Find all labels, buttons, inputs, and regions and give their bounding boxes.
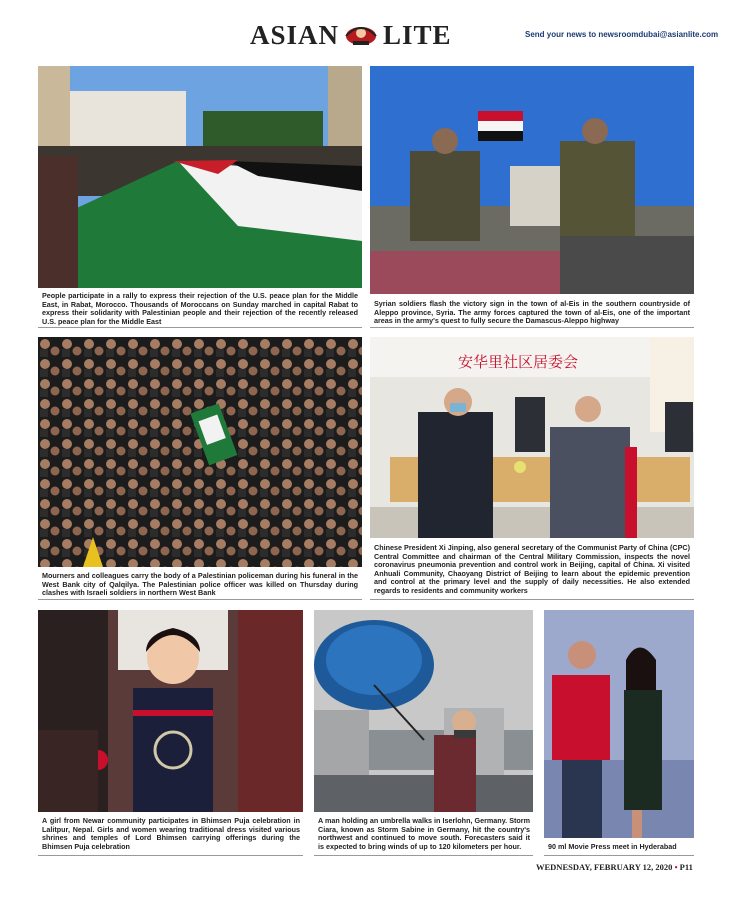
photo-funeral xyxy=(38,337,362,567)
divider xyxy=(370,599,694,600)
issue-date: WEDNESDAY, FEBRUARY 12, 2020 xyxy=(536,862,673,872)
caption-rabat-rally: People participate in a rally to express their rejection of the U.S. peace plan for the Middle East, in Rabat, Morocco. Thousands of Moroccans on Sunday marched in capital Rabat to express their solidarity with Palestinian people and their rejection of the recently released U.S. peace plan for the Middle East xyxy=(42,291,358,326)
lion-emblem-icon xyxy=(341,22,381,48)
caption-syrian-soldiers: Syrian soldiers flash the victory sign in the town of al-Eis in the southern countryside of Aleppo province, Syria. The army forces captured the town of al-Eis, one of the important areas in the army's quest to fully secure the Damascus-Aleppo highway xyxy=(374,299,690,326)
photo-xi-jinping xyxy=(370,337,694,538)
footer-separator: • xyxy=(674,862,678,872)
brand-right: LITE xyxy=(383,19,452,50)
divider xyxy=(38,327,362,328)
photo-newar-girl xyxy=(38,610,303,812)
photo-syrian-soldiers xyxy=(370,66,694,294)
caption-umbrella-man: A man holding an umbrella walks in Iserlohn, Germany. Storm Ciara, known as Storm Sabine in Germany, hit the country's northwest and continued to move south. Forecasters said it is expected to bring winds of up to 120 kilometers per hour. xyxy=(318,816,530,851)
divider xyxy=(370,327,694,328)
brand-left: ASIAN xyxy=(250,19,340,50)
page-number: P11 xyxy=(679,862,693,872)
send-news-link[interactable]: Send your news to newsroomdubai@asianlite.com xyxy=(525,30,719,39)
divider xyxy=(314,855,533,856)
caption-newar-girl: A girl from Newar community participates in Bhimsen Puja celebration in Lalitpur, Nepal. Girls and women wearing traditional dress visited various shrines and temples of Lord Bhimsen carrying offerings during the Bhimsen Puja celebration xyxy=(42,816,300,851)
divider xyxy=(38,599,362,600)
divider xyxy=(544,855,694,856)
masthead xyxy=(250,18,490,52)
caption-xi-jinping: Chinese President Xi Jinping, also general secretary of the Communist Party of China (CPC) Central Committee and chairman of the Central Military Commission, inspects the novel coronavirus pneumonia prevention and control work in Beijing, capital of China. Xi visited Anhuali Community, Chaoyang District of Beijing to learn about the epidemic prevention and control at the primary level and the supply of daily necessities. He also extended regards to residents and community workers xyxy=(374,543,690,595)
caption-movie-press-meet: 90 ml Movie Press meet in Hyderabad xyxy=(548,842,677,851)
page-footer xyxy=(536,862,693,872)
caption-funeral: Mourners and colleagues carry the body of a Palestinian policeman during his funeral in the West Bank city of Qalqilya. The Palestinian police officer was killed on Thursday during clashes with Israeli soldiers in northern West Bank xyxy=(42,571,358,598)
photo-umbrella-man xyxy=(314,610,533,812)
photo-rabat-rally xyxy=(38,66,362,288)
divider xyxy=(38,855,303,856)
community-sign-text: 安华里社区居委会 xyxy=(458,353,579,371)
photo-movie-press-meet xyxy=(544,610,694,838)
